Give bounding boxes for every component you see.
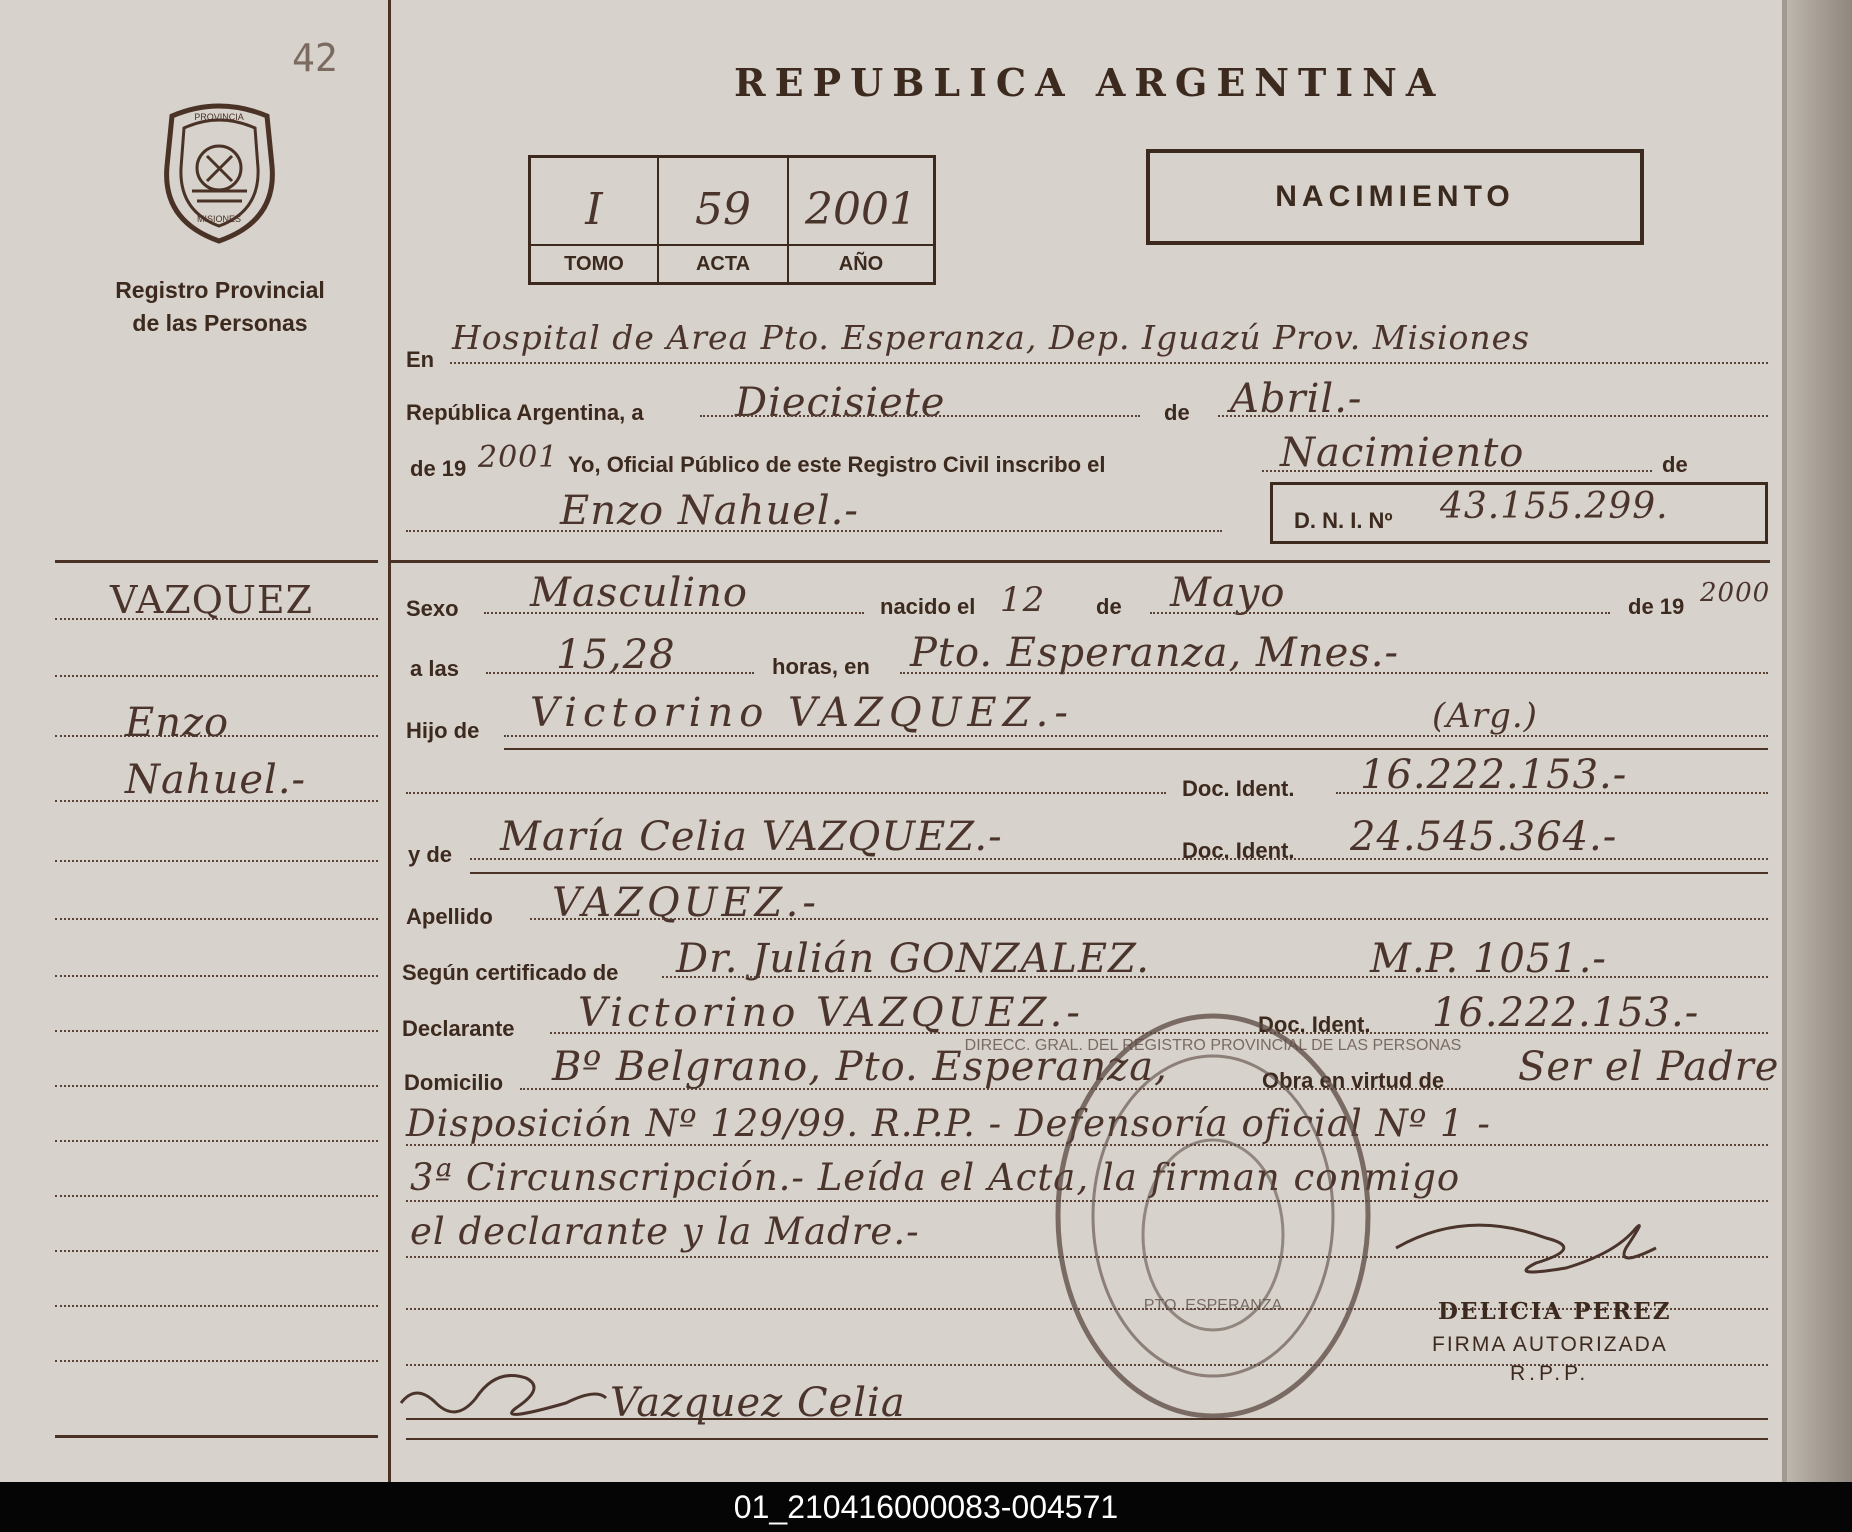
value-act: Nacimiento (1280, 430, 1525, 476)
value-birth-month: Mayo (1170, 570, 1286, 616)
anio-cell (789, 158, 933, 282)
label-obra: Obra en virtud de (1262, 1068, 1445, 1093)
label-yo-oficial: Yo, Oficial Público de este Registro Civil inscribo el (568, 452, 1106, 477)
margin-line (55, 1305, 378, 1307)
margin-top-rule (55, 560, 378, 563)
label-de-3: de (1096, 594, 1122, 619)
value-birth-place: Pto. Esperanza, Mnes.- (910, 630, 1400, 676)
label-en: En (406, 347, 435, 372)
left-border (388, 0, 391, 1482)
label-hijo-de: Hijo de (406, 718, 480, 743)
line-hour (486, 672, 754, 674)
acta-label: ACTA (659, 244, 787, 282)
label-doc-ident: Doc. Ident. (1182, 776, 1295, 801)
label-segun: Según certificado de (402, 960, 619, 985)
line-certifier (662, 976, 1768, 978)
observation-line-2: 3ª Circunscripción.- Leída el Acta, la firman conmigo (410, 1156, 1461, 1199)
margin-line (55, 675, 378, 677)
rule-father (504, 748, 1768, 750)
section-rule (390, 560, 1770, 563)
acta-cell (659, 158, 789, 282)
value-name: Enzo Nahuel.- (560, 488, 859, 534)
registry-line-2: de las Personas (132, 310, 308, 336)
value-birth-day: 12 (1000, 580, 1046, 620)
margin-name-1: Enzo (125, 700, 230, 746)
value-father: Victorino VAZQUEZ.- (530, 690, 1074, 736)
value-certifier: Dr. Julián GONZALEZ. (676, 936, 1150, 982)
margin-line (55, 1030, 378, 1032)
value-place: Hospital de Area Pto. Esperanza, Dep. Iguazú Prov. Misiones (452, 318, 1531, 357)
anio-label: AÑO (789, 244, 933, 282)
value-declarant-doc: 16.222.153.- (1432, 990, 1700, 1036)
label-de: de (1164, 400, 1190, 425)
tomo-cell (531, 158, 659, 282)
official-signature-icon (1386, 1208, 1686, 1288)
signature-scribble-icon (396, 1348, 616, 1428)
label-republica: República Argentina, a (406, 400, 644, 425)
rule-bottom-2 (406, 1438, 1768, 1440)
province-emblem-icon (152, 96, 287, 246)
stamp-outer-text: DIRECC. GRAL. DEL REGISTRO PROVINCIAL DE LAS PERSONAS (964, 1037, 1462, 1054)
value-declarant: Victorino VAZQUEZ.- (578, 990, 1084, 1036)
line-day (700, 415, 1140, 417)
label-y-de: y de (408, 842, 453, 867)
page-edge (1787, 0, 1852, 1482)
emblem-bottom-text: MISIONES (196, 214, 242, 224)
mother-signature: Vazquez Celia (610, 1380, 906, 1426)
value-mp: M.P. 1051.- (1370, 936, 1607, 982)
label-apellido: Apellido (406, 904, 493, 929)
label-nacido: nacido el (880, 594, 976, 619)
line-father-blank (406, 792, 1166, 794)
margin-line (55, 1360, 378, 1362)
line-sex (484, 612, 864, 614)
value-surname: VAZQUEZ.- (552, 880, 820, 926)
emblem-top-text: PROVINCIA (194, 112, 244, 122)
country-title: REPUBLICA ARGENTINA (734, 60, 1445, 105)
anio-value: 2001 (805, 184, 917, 235)
label-de-2: de (1662, 452, 1688, 477)
value-address: Bº Belgrano, Pto. Esperanza, (552, 1044, 1168, 1090)
rule-mother (470, 872, 1768, 874)
value-mother-doc: 24.545.364.- (1350, 814, 1618, 860)
value-father-nationality: (Arg.) (1432, 696, 1538, 736)
value-birth-year: 2000 (1700, 578, 1771, 608)
line-birth-place (900, 672, 1768, 674)
margin-surname: VAZQUEZ (110, 578, 314, 622)
line-mother (470, 858, 1768, 860)
value-by-virtue: Ser el Padre (1518, 1044, 1780, 1090)
margin-line (55, 1140, 378, 1142)
label-domicilio: Domicilio (404, 1070, 504, 1095)
value-dni: 43.155.299. (1440, 486, 1669, 527)
label-sexo: Sexo (406, 596, 459, 621)
label-dni: D. N. I. Nº (1294, 508, 1393, 533)
line-birth-month (1150, 612, 1610, 614)
label-doc-ident-3: Doc. Ident. (1258, 1012, 1371, 1037)
official-name: DELICIA PEREZ (1438, 1298, 1672, 1325)
value-sex: Masculino (530, 570, 748, 616)
footer-id: 01_210416000083-004571 (0, 1482, 1852, 1532)
margin-name-2: Nahuel.- (125, 757, 307, 803)
line-month (1218, 415, 1768, 417)
value-mother: María Celia VAZQUEZ.- (500, 814, 1003, 860)
line-place (450, 362, 1768, 364)
acta-value: 59 (695, 184, 751, 235)
registry-name (90, 274, 350, 340)
margin-line (55, 918, 378, 920)
stamp-inner-text: PTO. ESPERANZA (1143, 1297, 1283, 1314)
line-act (1262, 470, 1652, 472)
observation-line-3: el declarante y la Madre.- (410, 1210, 920, 1253)
line-father (504, 735, 1768, 737)
official-role: FIRMA AUTORIZADA (1432, 1333, 1668, 1356)
margin-line (55, 1085, 378, 1087)
label-de-year-2: de 19 (1628, 594, 1685, 619)
tomo-label: TOMO (531, 244, 657, 282)
official-org: R.P.P. (1510, 1362, 1590, 1385)
line-name (406, 530, 1222, 532)
line-surname (530, 918, 1768, 920)
margin-line (55, 1250, 378, 1252)
official-stamp-icon (964, 1010, 1462, 1422)
record-number-box (528, 155, 936, 285)
label-de-year: de 19 (410, 456, 467, 481)
label-doc-ident-2: Doc. Ident. (1182, 838, 1295, 863)
line-father-doc (1336, 792, 1768, 794)
margin-line (55, 860, 378, 862)
value-year: 2001 (478, 440, 559, 475)
value-father-doc: 16.222.153.- (1360, 752, 1628, 798)
label-declarante: Declarante (402, 1016, 515, 1041)
margin-bottom-rule (55, 1435, 378, 1438)
page-number: 42 (292, 36, 338, 80)
tomo-value: I (585, 184, 603, 235)
value-hour: 15,28 (556, 632, 676, 678)
label-a-las: a las (410, 656, 459, 681)
label-horas-en: horas, en (772, 654, 870, 679)
margin-line (55, 975, 378, 977)
margin-line (55, 1195, 378, 1197)
registry-line-1: Registro Provincial (115, 277, 325, 303)
observation-line-1: Disposición Nº 129/99. R.P.P. - Defensoría oficial Nº 1 - (406, 1102, 1491, 1145)
value-month: Abril.- (1230, 376, 1363, 422)
record-type: NACIMIENTO (1146, 149, 1644, 245)
value-day: Diecisiete (735, 380, 946, 426)
